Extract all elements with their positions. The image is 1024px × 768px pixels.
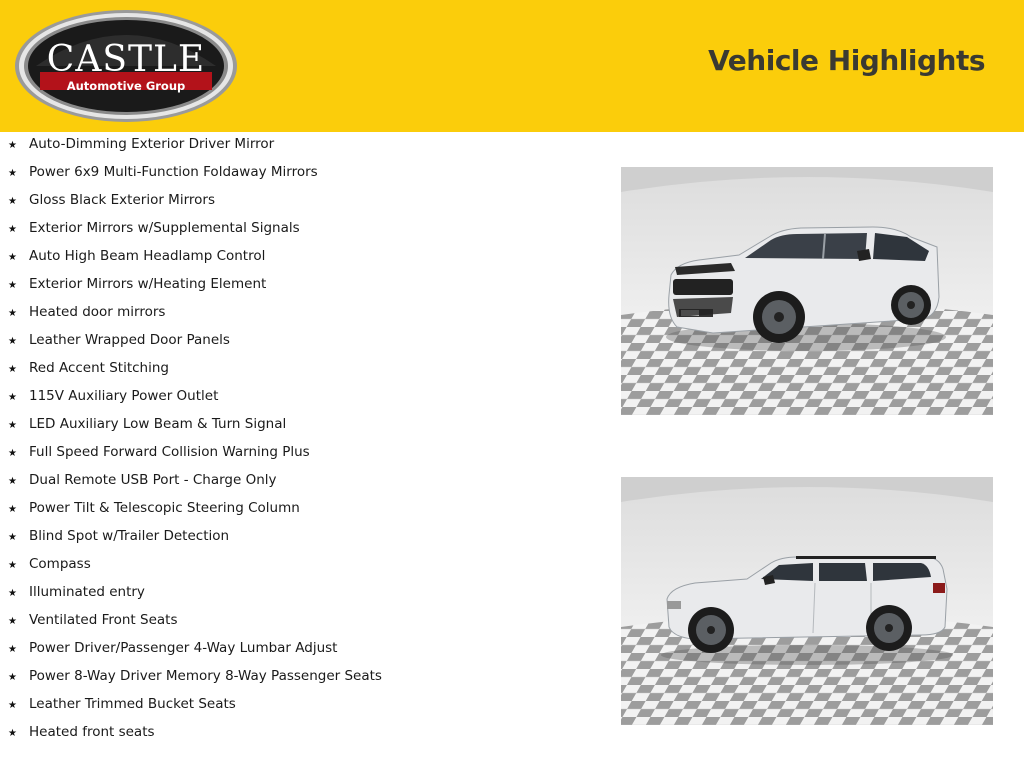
- feature-item: [8, 469, 382, 497]
- feature-item: [8, 329, 382, 357]
- feature-item: [8, 525, 382, 553]
- vehicle-photo-front: [621, 167, 993, 415]
- feature-item: [8, 245, 382, 273]
- star-icon: ★: [8, 560, 17, 571]
- feature-label: Auto High Beam Headlamp Control: [29, 248, 266, 264]
- star-icon: ★: [8, 252, 17, 263]
- feature-item: [8, 133, 382, 161]
- feature-label: Full Speed Forward Collision Warning Plus: [29, 444, 310, 460]
- feature-item: [8, 553, 382, 581]
- feature-item: [8, 441, 382, 469]
- star-icon: ★: [8, 140, 17, 151]
- feature-item: [8, 273, 382, 301]
- feature-list: [8, 133, 382, 749]
- page-title: Vehicle Highlights: [708, 44, 985, 77]
- feature-item: [8, 189, 382, 217]
- star-icon: ★: [8, 392, 17, 403]
- feature-label: LED Auxiliary Low Beam & Turn Signal: [29, 416, 287, 432]
- feature-item: [8, 665, 382, 693]
- feature-label: Heated front seats: [29, 724, 155, 740]
- feature-label: 115V Auxiliary Power Outlet: [29, 388, 219, 404]
- star-icon: ★: [8, 616, 17, 627]
- star-icon: ★: [8, 364, 17, 375]
- feature-label: Power 6x9 Multi-Function Foldaway Mirrors: [29, 164, 318, 180]
- star-icon: ★: [8, 644, 17, 655]
- star-icon: ★: [8, 420, 17, 431]
- feature-label: Leather Wrapped Door Panels: [29, 332, 230, 348]
- star-icon: ★: [8, 728, 17, 739]
- feature-label: Ventilated Front Seats: [29, 612, 178, 628]
- logo-tagline: Automotive Group: [66, 79, 186, 93]
- star-icon: ★: [8, 280, 17, 291]
- feature-item: [8, 693, 382, 721]
- feature-label: Power Tilt & Telescopic Steering Column: [29, 500, 300, 516]
- feature-label: Compass: [29, 556, 91, 572]
- star-icon: ★: [8, 532, 17, 543]
- feature-item: [8, 581, 382, 609]
- feature-label: Leather Trimmed Bucket Seats: [29, 696, 236, 712]
- feature-item: [8, 301, 382, 329]
- feature-label: Gloss Black Exterior Mirrors: [29, 192, 215, 208]
- feature-label: Auto-Dimming Exterior Driver Mirror: [29, 136, 275, 152]
- star-icon: ★: [8, 476, 17, 487]
- feature-label: Power Driver/Passenger 4-Way Lumbar Adjust: [29, 640, 338, 656]
- feature-label: Dual Remote USB Port - Charge Only: [29, 472, 277, 488]
- star-icon: ★: [8, 448, 17, 459]
- feature-item: [8, 721, 382, 749]
- feature-item: [8, 413, 382, 441]
- feature-label: Heated door mirrors: [29, 304, 166, 320]
- star-icon: ★: [8, 700, 17, 711]
- feature-item: [8, 385, 382, 413]
- feature-item: [8, 217, 382, 245]
- feature-label: Exterior Mirrors w/Supplemental Signals: [29, 220, 300, 236]
- star-icon: ★: [8, 588, 17, 599]
- feature-item: [8, 609, 382, 637]
- feature-label: Blind Spot w/Trailer Detection: [29, 528, 230, 544]
- star-icon: ★: [8, 504, 17, 515]
- star-icon: ★: [8, 308, 17, 319]
- feature-label: Illuminated entry: [29, 584, 145, 600]
- feature-item: [8, 357, 382, 385]
- feature-label: Exterior Mirrors w/Heating Element: [29, 276, 267, 292]
- vehicle-photo-side: [621, 477, 993, 725]
- feature-item: [8, 637, 382, 665]
- logo-name: CASTLE: [46, 39, 206, 80]
- feature-label: Red Accent Stitching: [29, 360, 169, 376]
- star-icon: ★: [8, 336, 17, 347]
- header: [0, 0, 1024, 132]
- feature-item: [8, 497, 382, 525]
- castle-logo: [14, 9, 238, 123]
- star-icon: ★: [8, 224, 17, 235]
- star-icon: ★: [8, 672, 17, 683]
- star-icon: ★: [8, 168, 17, 179]
- star-icon: ★: [8, 196, 17, 207]
- feature-item: [8, 161, 382, 189]
- feature-label: Power 8-Way Driver Memory 8-Way Passenger Seats: [29, 668, 382, 684]
